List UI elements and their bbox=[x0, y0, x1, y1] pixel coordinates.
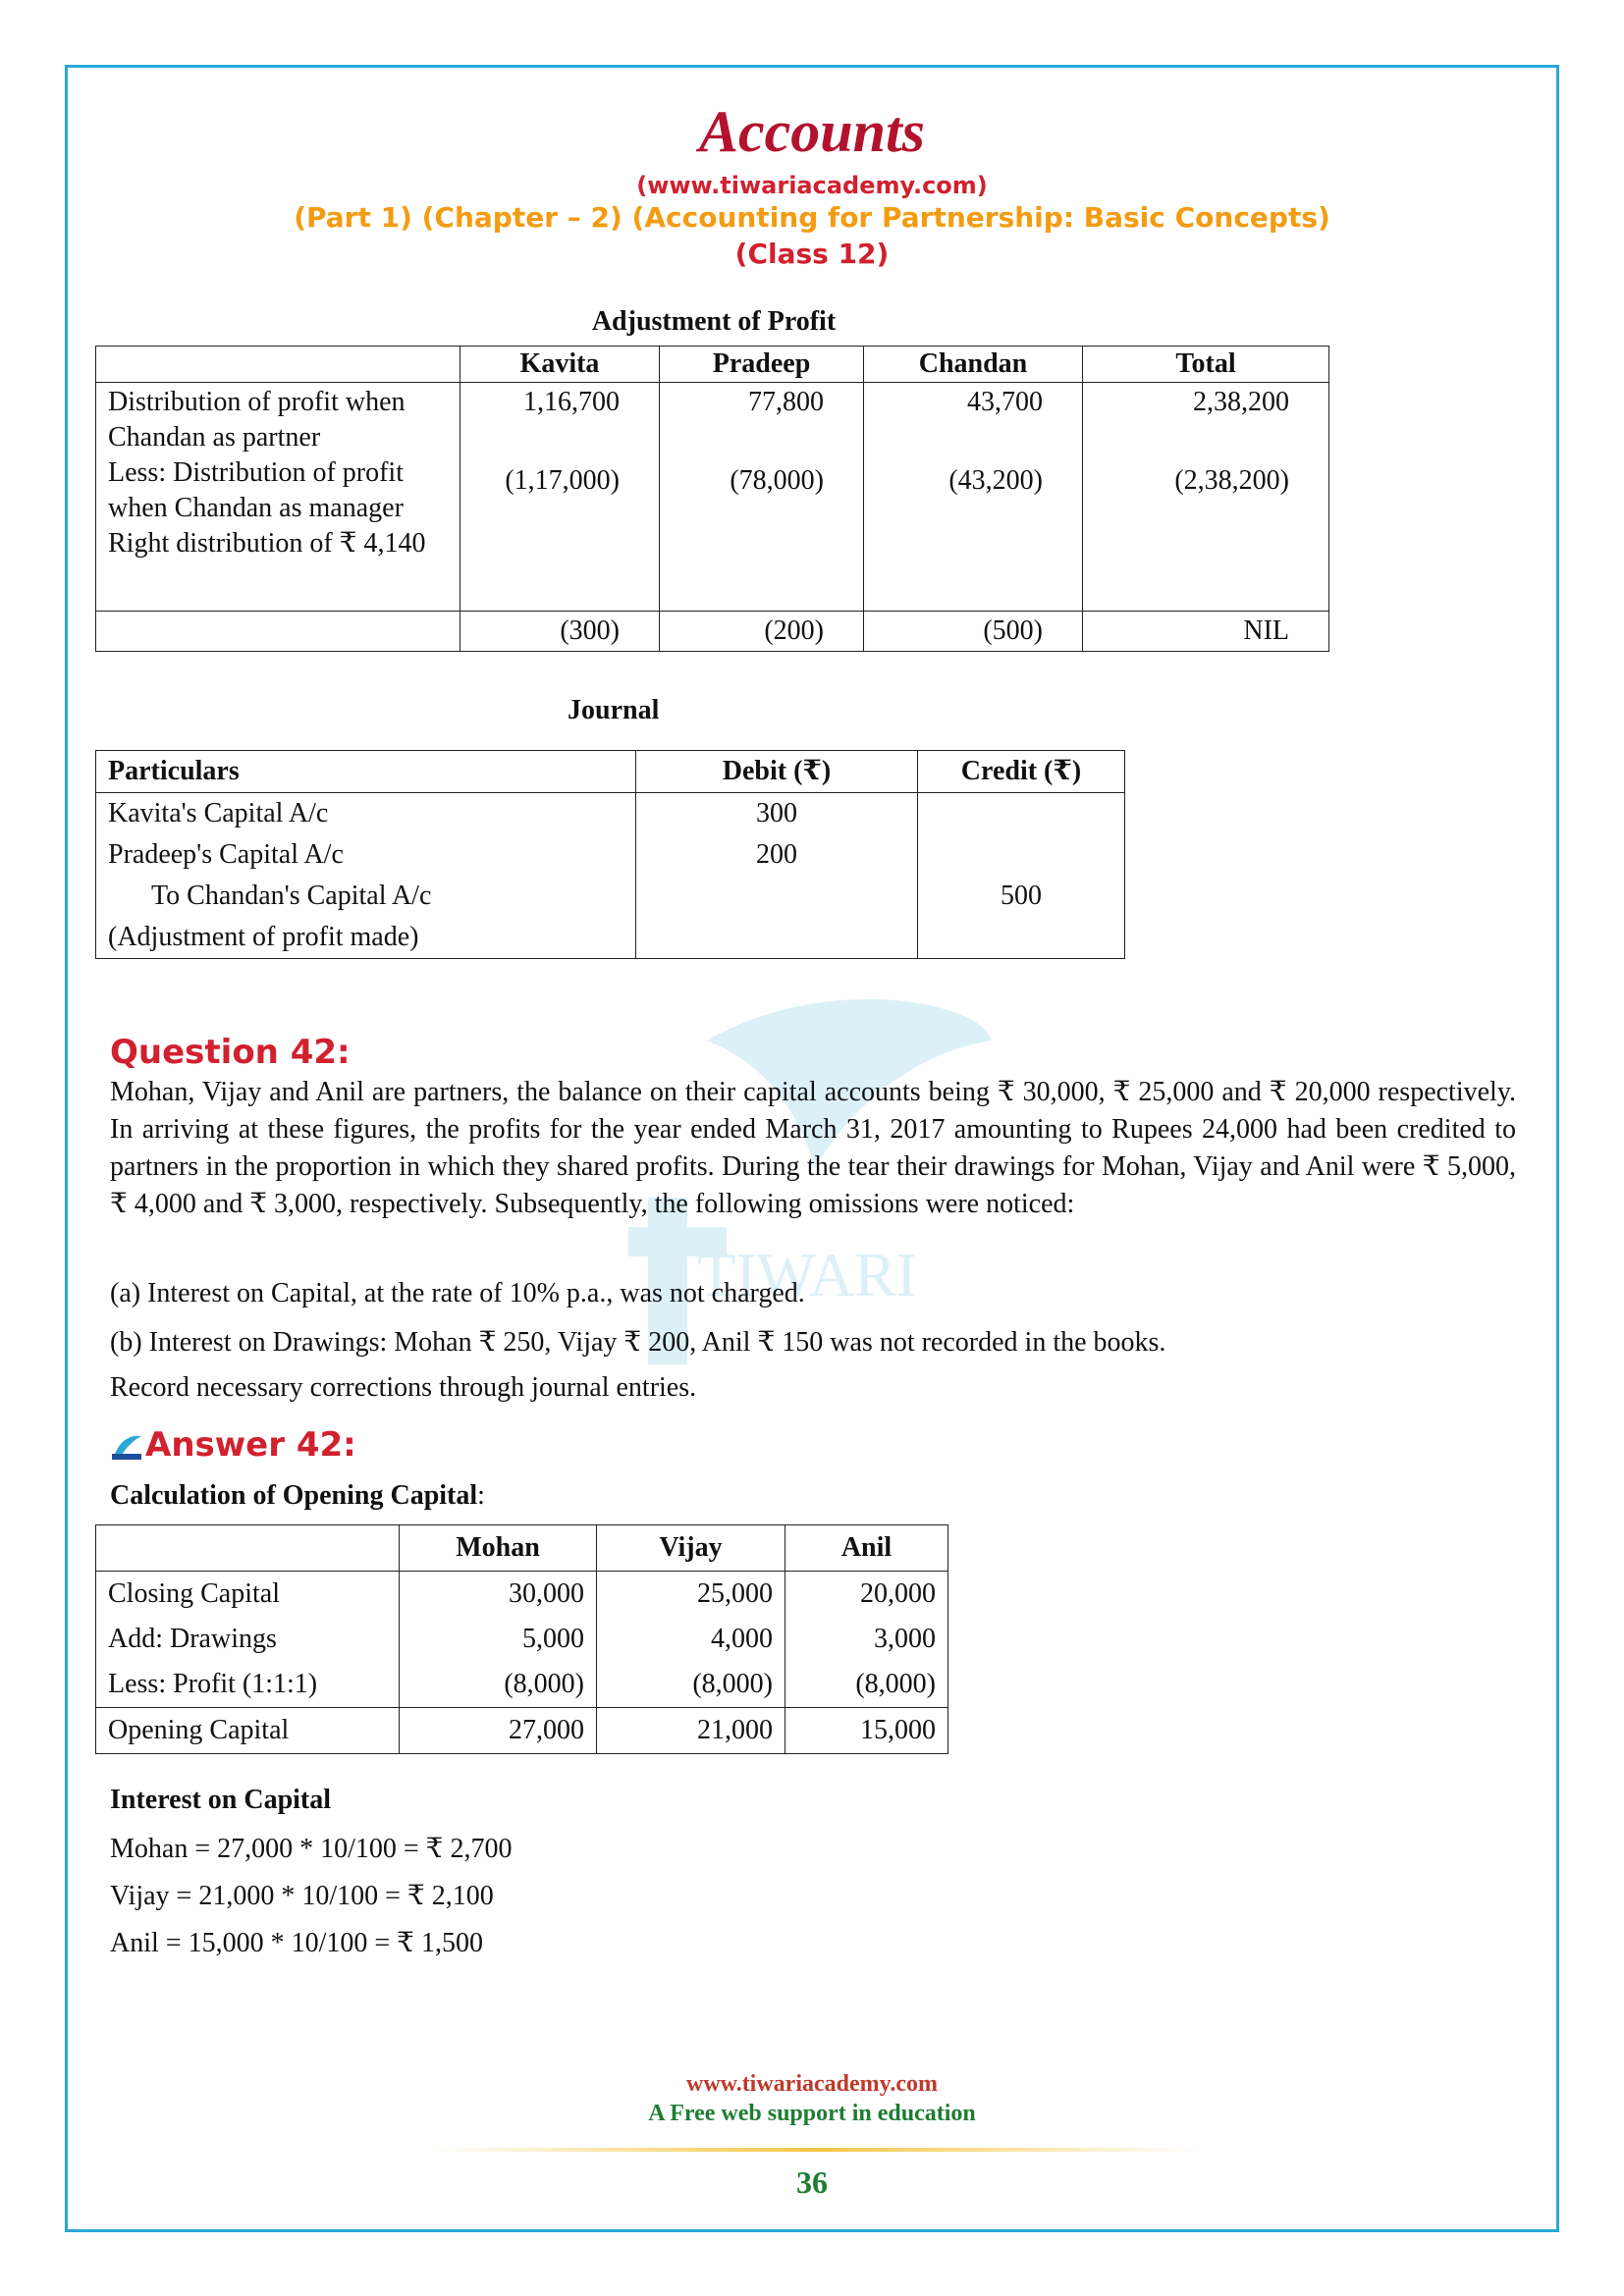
answer-heading-row bbox=[110, 1425, 356, 1465]
question-text: Mohan, Vijay and Anil are partners, the balance on their capital accounts being ₹ 30,000, ₹ 25,000 and ₹ 20,000 respectively. In arriving at these figures, the profits for the year ended March 31, 2017 amounting to Rupees 24,000 had been credited to partners in the proportion in which they shared profits. During the tear their drawings for Mohan, Vijay and Anil were ₹ 5,000, ₹ 4,000 and ₹ 3,000, respectively. Subsequently, the following omissions were noticed: bbox=[110, 1077, 1516, 1219]
cell-value: 25,000 bbox=[697, 1578, 773, 1609]
table-row bbox=[96, 383, 1329, 612]
cell-label: Opening Capital bbox=[96, 1708, 400, 1754]
cell-value: (300) bbox=[460, 612, 660, 652]
interest-line: Anil = 15,000 * 10/100 = ₹ 1,500 bbox=[110, 1928, 483, 1958]
cell-value bbox=[96, 612, 460, 652]
interest-title: Interest on Capital bbox=[110, 1785, 332, 1815]
column-header bbox=[96, 1525, 400, 1572]
table-total-row bbox=[96, 1708, 948, 1754]
cell-value: 4,000 bbox=[711, 1624, 773, 1654]
footer-tagline: A Free web support in education bbox=[648, 2101, 976, 2126]
cell-value: (78,000) bbox=[730, 465, 824, 496]
cell-value: 43,700 bbox=[967, 387, 1043, 417]
cell-value: (2,38,200) bbox=[1174, 465, 1289, 496]
column-header: Credit (₹) bbox=[918, 751, 1125, 793]
calc-title-colon: : bbox=[477, 1480, 485, 1511]
cell-label: Right distribution of ₹ 4,140 bbox=[108, 528, 426, 559]
cell-value: 77,800 bbox=[748, 387, 824, 417]
header-website: (www.tiwariacademy.com) bbox=[636, 172, 988, 199]
cell-value: 27,000 bbox=[400, 1708, 597, 1754]
cell-value: 21,000 bbox=[597, 1708, 785, 1754]
question-heading: Question 42: bbox=[110, 1033, 351, 1072]
cell-value: 2,38,200 bbox=[1193, 387, 1289, 417]
column-header: Vijay bbox=[597, 1525, 785, 1572]
calc-title-row bbox=[110, 1480, 485, 1512]
cell-value: (1,17,000) bbox=[505, 465, 620, 496]
page-number: 36 bbox=[796, 2164, 828, 2200]
adjustment-table bbox=[95, 346, 1329, 652]
cell-value: 5,000 bbox=[522, 1624, 584, 1654]
cell-value: 3,000 bbox=[874, 1624, 936, 1654]
answer-heading: Answer 42: bbox=[145, 1425, 356, 1465]
column-header: Chandan bbox=[864, 347, 1083, 383]
feather-icon bbox=[110, 1432, 143, 1462]
cell-label: Add: Drawings bbox=[108, 1624, 277, 1654]
cell-label: (Adjustment of profit made) bbox=[108, 922, 419, 952]
table-header-row bbox=[96, 347, 1329, 383]
cell-value: (8,000) bbox=[692, 1669, 773, 1699]
cell-label: To Chandan's Capital A/c bbox=[151, 881, 432, 911]
cell-value: 15,000 bbox=[785, 1708, 948, 1754]
table-header-row bbox=[96, 751, 1125, 793]
column-header bbox=[96, 347, 460, 383]
column-header: Pradeep bbox=[660, 347, 864, 383]
cell-value: 300 bbox=[756, 798, 797, 828]
cell-value: (500) bbox=[864, 612, 1083, 652]
cell-value: NIL bbox=[1083, 612, 1329, 652]
question-instruction: Record necessary corrections through journal entries. bbox=[110, 1372, 697, 1403]
column-header: Total bbox=[1083, 347, 1329, 383]
table-header-row bbox=[96, 1525, 948, 1572]
table-row bbox=[96, 793, 1125, 959]
watermark-text: TIWARI bbox=[697, 1240, 917, 1309]
cell-value: (43,200) bbox=[948, 465, 1043, 496]
journal-caption: Journal bbox=[568, 695, 660, 725]
footer-divider bbox=[432, 2148, 1198, 2152]
cell-value: 1,16,700 bbox=[523, 387, 620, 417]
table-total-row bbox=[96, 612, 1329, 652]
cell-value: (8,000) bbox=[855, 1669, 936, 1699]
cell-value: (8,000) bbox=[504, 1669, 584, 1699]
cell-value: 30,000 bbox=[509, 1578, 584, 1609]
cell-label: Kavita's Capital A/c bbox=[108, 798, 329, 828]
journal-table bbox=[95, 750, 1125, 959]
cell-label: Closing Capital bbox=[108, 1578, 280, 1609]
cell-label: Less: Profit (1:1:1) bbox=[108, 1669, 318, 1699]
adjustment-caption: Adjustment of Profit bbox=[591, 306, 837, 337]
column-header: Anil bbox=[785, 1525, 948, 1572]
footer-url: www.tiwariacademy.com bbox=[686, 2071, 938, 2097]
cell-label: Distribution of profit when Chandan as partner bbox=[108, 387, 406, 453]
header-class: (Class 12) bbox=[734, 238, 890, 270]
cell-label: Pradeep's Capital A/c bbox=[108, 839, 344, 870]
opening-capital-table bbox=[95, 1524, 948, 1754]
page-title: Accounts bbox=[698, 99, 926, 164]
column-header: Debit (₹) bbox=[636, 751, 918, 793]
question-item-a: (a) Interest on Capital, at the rate of 10% p.a., was not charged. bbox=[110, 1278, 805, 1308]
table-row bbox=[96, 1572, 948, 1708]
header-chapter: (Part 1) (Chapter – 2) (Accounting for Partnership: Basic Concepts) bbox=[294, 201, 1330, 234]
interest-line: Vijay = 21,000 * 10/100 = ₹ 2,100 bbox=[110, 1881, 494, 1911]
question-item-b: (b) Interest on Drawings: Mohan ₹ 250, Vijay ₹ 200, Anil ₹ 150 was not recorded in the books. bbox=[110, 1327, 1166, 1358]
cell-label: Less: Distribution of profit when Chandan as manager bbox=[108, 457, 404, 523]
cell-value: 500 bbox=[1001, 881, 1042, 911]
column-header: Particulars bbox=[96, 751, 636, 793]
cell-value: 20,000 bbox=[860, 1578, 936, 1609]
cell-value: 200 bbox=[756, 839, 797, 870]
calc-title: Calculation of Opening Capital bbox=[110, 1480, 478, 1511]
column-header: Mohan bbox=[400, 1525, 597, 1572]
cell-value: (200) bbox=[660, 612, 864, 652]
column-header: Kavita bbox=[460, 347, 660, 383]
interest-line: Mohan = 27,000 * 10/100 = ₹ 2,700 bbox=[110, 1834, 513, 1864]
